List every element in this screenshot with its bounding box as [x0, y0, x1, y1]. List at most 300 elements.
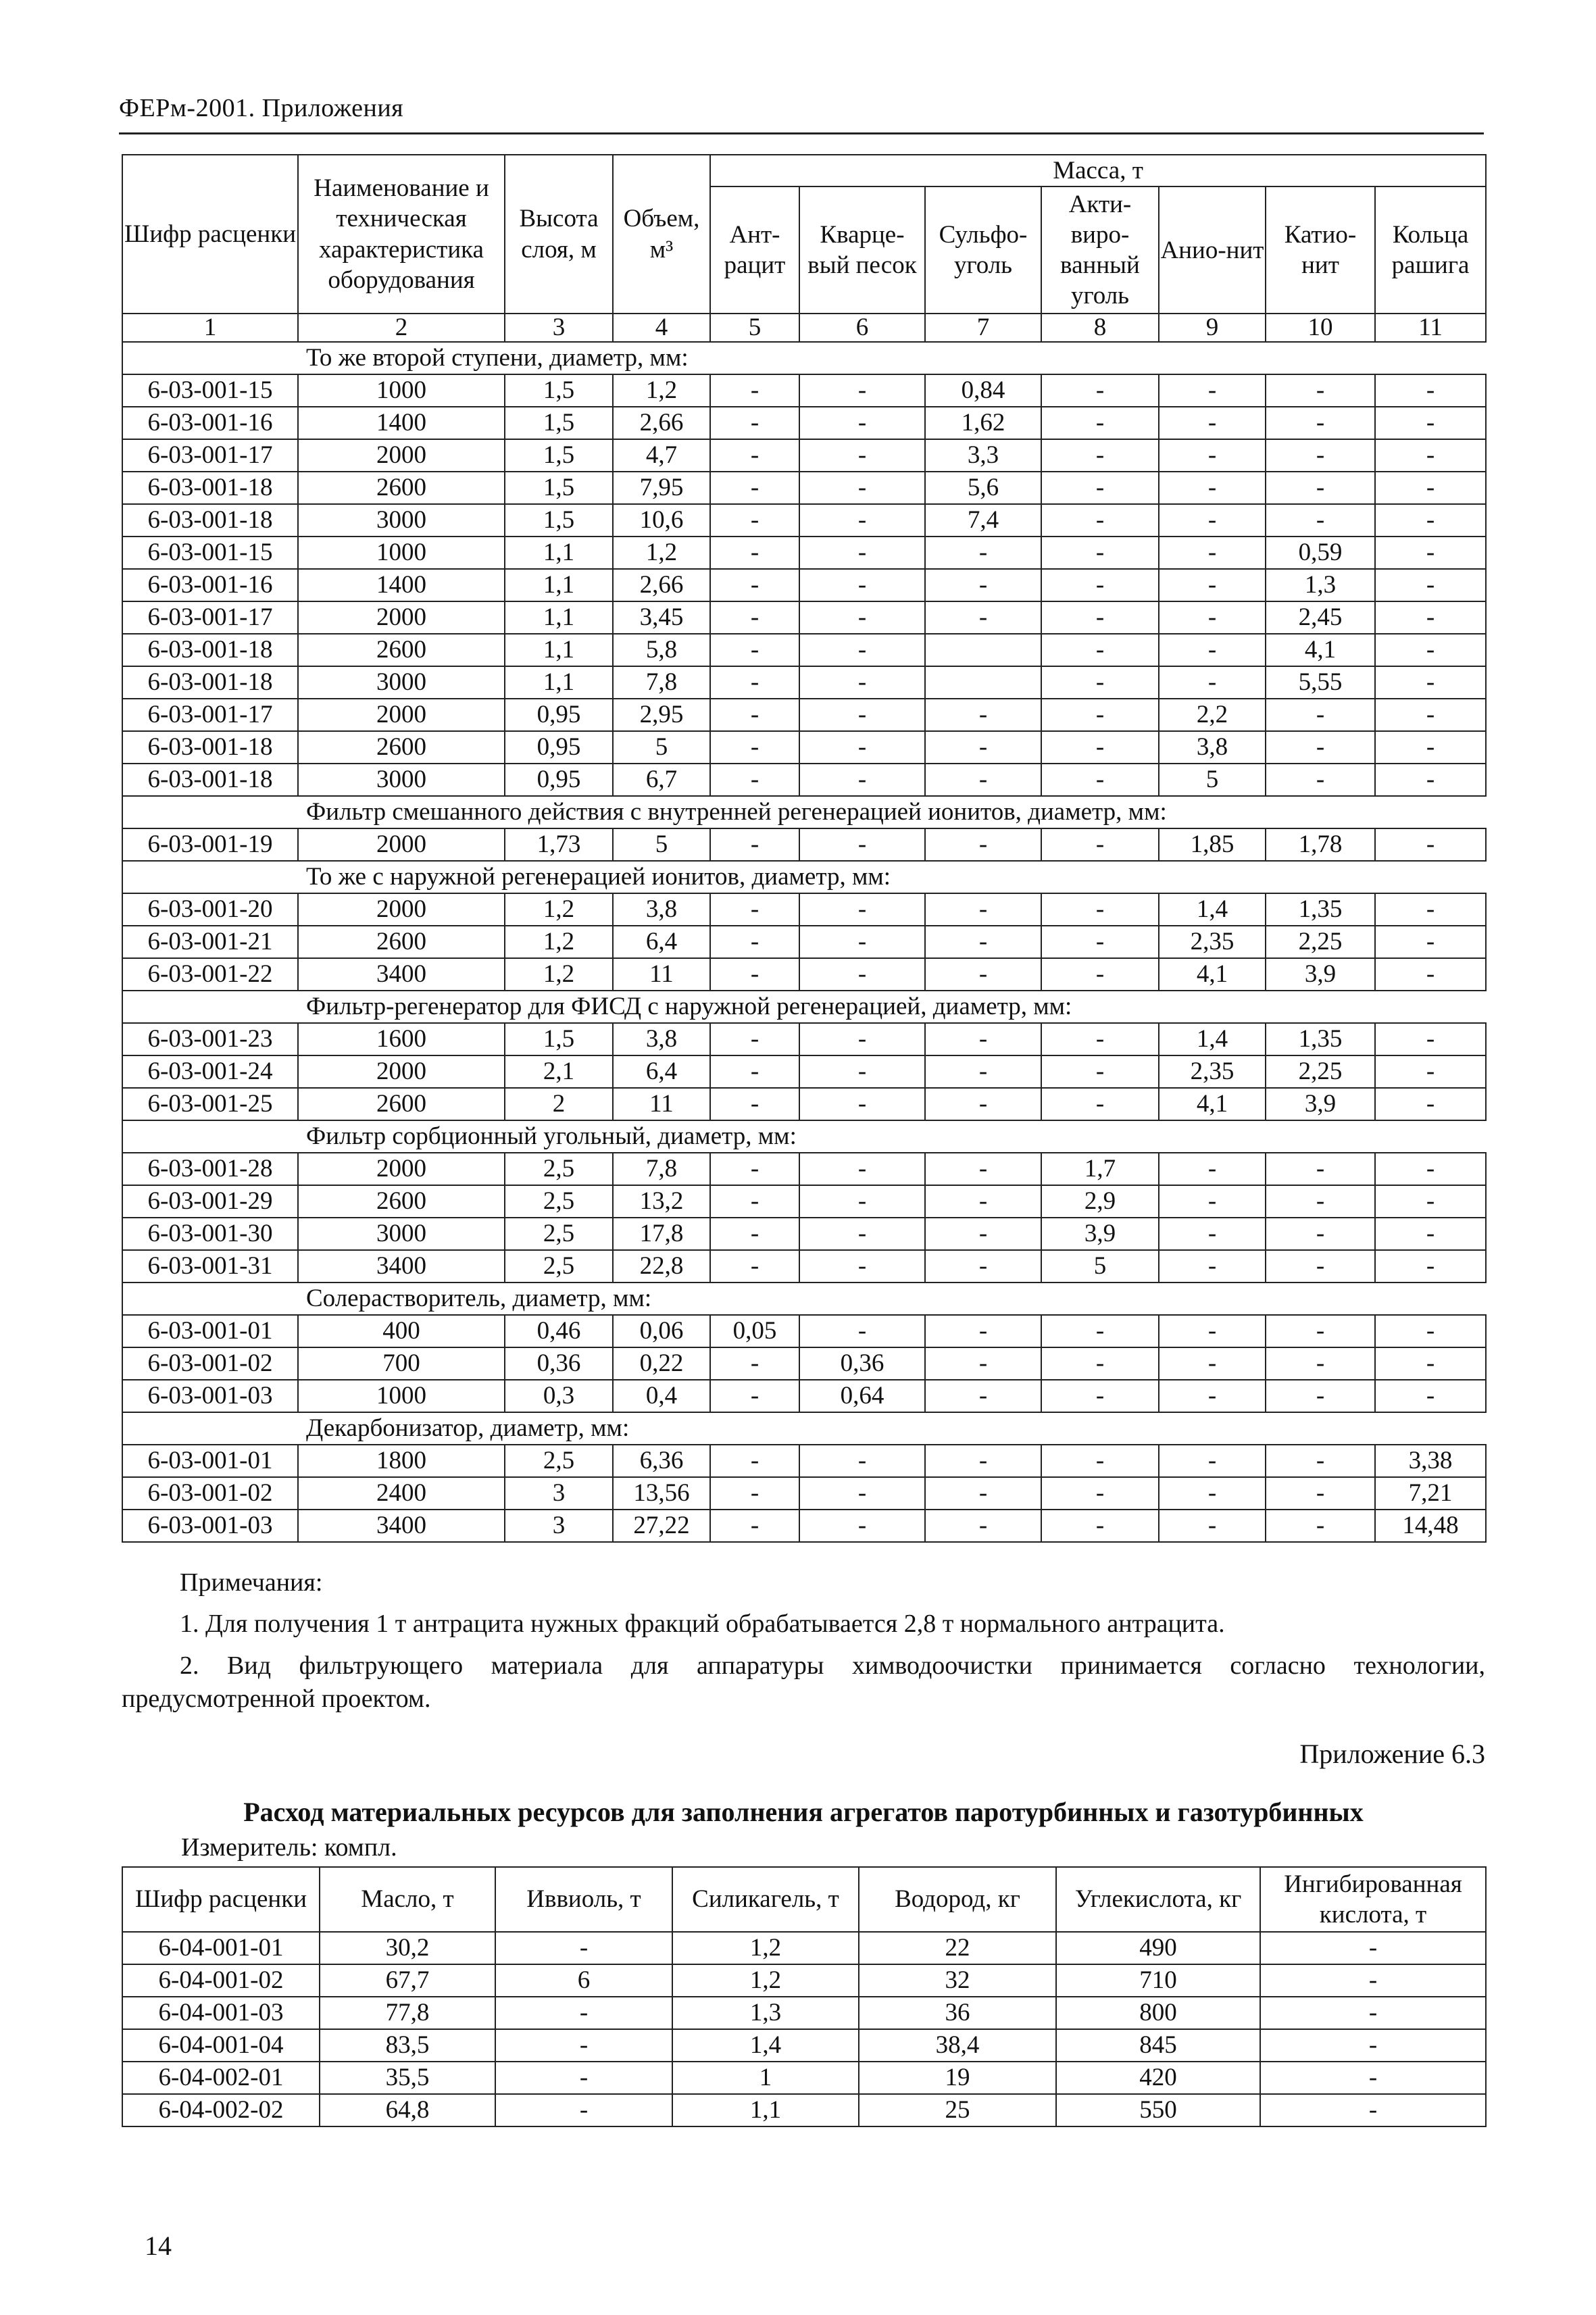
table-cell: - — [1159, 504, 1266, 537]
table-cell: 6,7 — [613, 764, 710, 796]
table-cell: - — [1266, 1347, 1375, 1380]
table-cell: 6-03-001-18 — [122, 504, 298, 537]
table-cell: 1000 — [298, 537, 505, 569]
table-cell: 1400 — [298, 569, 505, 601]
column-number: 3 — [505, 314, 613, 342]
table-cell: 4,7 — [613, 439, 710, 472]
table-cell: 2 — [505, 1088, 613, 1120]
table-cell: - — [1041, 537, 1159, 569]
table-cell: 2600 — [298, 1088, 505, 1120]
table-cell: 2,5 — [505, 1218, 613, 1250]
table-cell: - — [710, 828, 799, 861]
column-number: 5 — [710, 314, 799, 342]
table-cell: - — [495, 2094, 672, 2126]
table-cell: 6-03-001-20 — [122, 893, 298, 926]
table-cell: - — [1041, 1510, 1159, 1542]
table-row — [122, 1023, 1486, 1055]
table-cell: 3,3 — [925, 439, 1041, 472]
table-cell: - — [1375, 439, 1486, 472]
table-cell: - — [1266, 1477, 1375, 1510]
table-row — [122, 958, 1486, 991]
table-cell: 1,62 — [925, 407, 1041, 439]
table-cell: - — [1375, 374, 1486, 407]
table-cell: 1,4 — [672, 2029, 859, 2062]
section-spacer — [122, 796, 298, 828]
table-row — [122, 893, 1486, 926]
table-cell: - — [799, 1250, 925, 1283]
table-cell: - — [710, 1153, 799, 1185]
table-cell: - — [1375, 537, 1486, 569]
table-cell: - — [1375, 569, 1486, 601]
table-cell: 13,2 — [613, 1185, 710, 1218]
table-row — [122, 1477, 1486, 1510]
table-cell: 2,35 — [1159, 926, 1266, 958]
table-cell: - — [1266, 504, 1375, 537]
table-cell: - — [1266, 472, 1375, 504]
table-cell: 6-03-001-23 — [122, 1023, 298, 1055]
table-cell: - — [799, 537, 925, 569]
table-cell: 3,8 — [613, 893, 710, 926]
table-cell: - — [1159, 472, 1266, 504]
filter-materials-table — [122, 154, 1487, 1543]
table-cell: - — [1159, 374, 1266, 407]
table-cell: 2,25 — [1266, 926, 1375, 958]
table-cell: 845 — [1056, 2029, 1260, 2062]
resource-consumption-table — [122, 1866, 1487, 2127]
table-cell: - — [925, 1218, 1041, 1250]
table-row — [122, 1055, 1486, 1088]
table-cell: 3400 — [298, 1250, 505, 1283]
table-cell: 6-03-001-18 — [122, 634, 298, 666]
table-cell: 6-03-001-16 — [122, 407, 298, 439]
table-cell: 67,7 — [320, 1964, 495, 1997]
table-cell: - — [1041, 1380, 1159, 1412]
table-cell: 2000 — [298, 699, 505, 731]
section-spacer — [122, 1283, 298, 1315]
table-cell: - — [1375, 731, 1486, 764]
table-cell: 0,95 — [505, 699, 613, 731]
table-row — [122, 1964, 1486, 1997]
resource-col-header: Углекислота, кг — [1056, 1867, 1260, 1932]
table-cell: - — [1375, 1315, 1486, 1347]
table-cell: - — [1041, 601, 1159, 634]
table-cell: - — [1375, 926, 1486, 958]
table-cell: - — [1375, 1250, 1486, 1283]
table-cell: - — [925, 1510, 1041, 1542]
table-cell: 2,5 — [505, 1250, 613, 1283]
section-title: Декарбонизатор, диаметр, мм: — [298, 1412, 1486, 1445]
table-cell: 0,22 — [613, 1347, 710, 1380]
table-cell: - — [1266, 1510, 1375, 1542]
table-cell — [925, 634, 1041, 666]
table-cell: 1,2 — [672, 1932, 859, 1964]
table-cell: - — [925, 828, 1041, 861]
table-cell: - — [710, 472, 799, 504]
table-cell: - — [925, 1380, 1041, 1412]
table-cell: - — [799, 1218, 925, 1250]
table-cell: 6-03-001-02 — [122, 1477, 298, 1510]
column-number: 2 — [298, 314, 505, 342]
table-cell: - — [710, 1250, 799, 1283]
table-cell: 1000 — [298, 1380, 505, 1412]
table-cell: 1,2 — [672, 1964, 859, 1997]
table-cell: 2600 — [298, 1185, 505, 1218]
table-cell: 2,9 — [1041, 1185, 1159, 1218]
table-cell: - — [925, 926, 1041, 958]
table-cell: 5 — [1159, 764, 1266, 796]
table-cell: 5,6 — [925, 472, 1041, 504]
unit-of-measure: Измеритель: компл. — [181, 1833, 397, 1862]
table-cell: 0,4 — [613, 1380, 710, 1412]
table-cell: - — [1375, 699, 1486, 731]
table-cell: - — [710, 537, 799, 569]
section-spacer — [122, 1120, 298, 1153]
table-cell: 1,5 — [505, 504, 613, 537]
table-cell: 4,1 — [1159, 958, 1266, 991]
table-cell: 3000 — [298, 666, 505, 699]
col-header-name: Наименование и техническая характеристика оборудования — [298, 155, 505, 314]
table-cell: - — [799, 472, 925, 504]
table-cell: 6 — [495, 1964, 672, 1997]
table-cell: 2,1 — [505, 1055, 613, 1088]
table-cell: - — [799, 828, 925, 861]
table-cell: 2,2 — [1159, 699, 1266, 731]
table-cell: - — [1159, 1477, 1266, 1510]
table-cell: 13,56 — [613, 1477, 710, 1510]
table-cell: 3,9 — [1266, 958, 1375, 991]
table-cell: - — [710, 893, 799, 926]
table-cell: 3400 — [298, 958, 505, 991]
table-cell: - — [799, 634, 925, 666]
table-cell: - — [1159, 569, 1266, 601]
table-row — [122, 828, 1486, 861]
table-cell: 6-03-001-01 — [122, 1445, 298, 1477]
table-cell: - — [1375, 1185, 1486, 1218]
table-cell: 77,8 — [320, 1997, 495, 2029]
table-cell: 6-03-001-31 — [122, 1250, 298, 1283]
resource-col-header: Водород, кг — [859, 1867, 1056, 1932]
notes-title: Примечания: — [180, 1568, 323, 1597]
table-row — [122, 634, 1486, 666]
table-cell: 6-03-001-03 — [122, 1510, 298, 1542]
column-number: 11 — [1375, 314, 1486, 342]
table-cell: - — [799, 926, 925, 958]
table-cell: 2000 — [298, 1153, 505, 1185]
table-cell: - — [710, 926, 799, 958]
table-cell: - — [799, 601, 925, 634]
table-cell: 0,95 — [505, 764, 613, 796]
table-cell: 710 — [1056, 1964, 1260, 1997]
table-row — [122, 601, 1486, 634]
table-cell: - — [1266, 407, 1375, 439]
table-cell: 27,22 — [613, 1510, 710, 1542]
table-cell: - — [799, 699, 925, 731]
table-cell: - — [1260, 2029, 1486, 2062]
table-cell: 1800 — [298, 1445, 505, 1477]
table-cell: - — [799, 439, 925, 472]
table-cell: - — [1159, 1185, 1266, 1218]
column-number: 8 — [1041, 314, 1159, 342]
table-cell: 1,2 — [613, 374, 710, 407]
section-title: Фильтр сорбционный угольный, диаметр, мм: — [298, 1120, 1486, 1153]
table-cell: - — [799, 958, 925, 991]
table-cell: - — [1375, 1055, 1486, 1088]
table-cell: 2000 — [298, 1055, 505, 1088]
table-cell: - — [1041, 926, 1159, 958]
resource-col-header: Масло, т — [320, 1867, 495, 1932]
table-cell: - — [1041, 731, 1159, 764]
table-cell: 1,35 — [1266, 893, 1375, 926]
table-cell: - — [1266, 1445, 1375, 1477]
table-cell: 6-04-002-02 — [122, 2094, 320, 2126]
appendix-label: Приложение 6.3 — [1299, 1739, 1485, 1769]
table-row — [122, 537, 1486, 569]
table-cell: 2,95 — [613, 699, 710, 731]
table-cell: 1,1 — [672, 2094, 859, 2126]
col-header-quartz-sand: Кварце-вый песок — [799, 186, 925, 314]
section-title: Фильтр смешанного действия с внутренней регенерацией ионитов, диаметр, мм: — [298, 796, 1486, 828]
table-cell: 10,6 — [613, 504, 710, 537]
section-row — [122, 796, 1486, 828]
table-cell: - — [710, 1218, 799, 1250]
table-cell: - — [1266, 1153, 1375, 1185]
table-cell: 2,5 — [505, 1185, 613, 1218]
table-cell: 1400 — [298, 407, 505, 439]
column-number: 7 — [925, 314, 1041, 342]
table-cell: - — [1266, 699, 1375, 731]
table-row — [122, 764, 1486, 796]
table-cell: 800 — [1056, 1997, 1260, 2029]
table-cell: - — [1041, 1055, 1159, 1088]
col-header-activated-coal: Акти-виро-ванный уголь — [1041, 186, 1159, 314]
table-cell: - — [1041, 634, 1159, 666]
table-cell: 3000 — [298, 764, 505, 796]
section-row — [122, 1120, 1486, 1153]
table-row — [122, 2029, 1486, 2062]
table-cell: - — [1159, 439, 1266, 472]
table-cell: - — [1375, 893, 1486, 926]
table-cell: - — [1260, 1997, 1486, 2029]
table-row — [122, 1185, 1486, 1218]
table-cell: - — [1041, 828, 1159, 861]
table-cell: 1,1 — [505, 537, 613, 569]
column-number: 10 — [1266, 314, 1375, 342]
running-header: ФЕРм-2001. Приложения — [119, 94, 404, 122]
table-cell: - — [1266, 439, 1375, 472]
table-cell: 6-03-001-18 — [122, 472, 298, 504]
table-cell: 1,35 — [1266, 1023, 1375, 1055]
page-number: 14 — [145, 2231, 172, 2261]
table-cell: 22 — [859, 1932, 1056, 1964]
table-cell: - — [1041, 1023, 1159, 1055]
table-cell: - — [1375, 504, 1486, 537]
table-cell: - — [1260, 1932, 1486, 1964]
table-cell: 1,5 — [505, 439, 613, 472]
table-cell: 64,8 — [320, 2094, 495, 2126]
table-cell: 1,2 — [613, 537, 710, 569]
table-cell: - — [1266, 1315, 1375, 1347]
table-cell: - — [495, 2062, 672, 2094]
table-cell: - — [1159, 1250, 1266, 1283]
table-cell: - — [1041, 958, 1159, 991]
table-cell: 25 — [859, 2094, 1056, 2126]
table-cell: - — [925, 601, 1041, 634]
table-cell: - — [495, 2029, 672, 2062]
table-cell: 3,8 — [1159, 731, 1266, 764]
table-cell: 6-03-001-15 — [122, 537, 298, 569]
table-cell: - — [1041, 1477, 1159, 1510]
col-header-sulfocoal: Сульфо-уголь — [925, 186, 1041, 314]
section-title: То же с наружной регенерацией ионитов, диаметр, мм: — [298, 861, 1486, 893]
table-cell: 6-03-001-28 — [122, 1153, 298, 1185]
table-cell: 3,9 — [1041, 1218, 1159, 1250]
table-cell: 2,35 — [1159, 1055, 1266, 1088]
table-row — [122, 1153, 1486, 1185]
table-cell: - — [710, 504, 799, 537]
col-header-code: Шифр расценки — [122, 155, 298, 314]
table-cell: - — [1159, 1510, 1266, 1542]
resource-header-row — [122, 1867, 1486, 1932]
table-cell: 6-03-001-17 — [122, 439, 298, 472]
table-cell: - — [1041, 1347, 1159, 1380]
table-cell: 1,2 — [505, 893, 613, 926]
table-cell: - — [1375, 634, 1486, 666]
table-row — [122, 504, 1486, 537]
table-cell: 3,8 — [613, 1023, 710, 1055]
col-header-raschig-rings: Кольца рашига — [1375, 186, 1486, 314]
table-cell: 0,36 — [505, 1347, 613, 1380]
table-cell: 1,2 — [505, 958, 613, 991]
section-spacer — [122, 991, 298, 1023]
section-row — [122, 861, 1486, 893]
table-cell: 2000 — [298, 893, 505, 926]
table-cell: - — [495, 1997, 672, 2029]
table-row — [122, 699, 1486, 731]
col-header-mass: Масса, т — [710, 155, 1486, 186]
table-cell: - — [1041, 1088, 1159, 1120]
table-cell: - — [1375, 407, 1486, 439]
table-cell: 6-03-001-17 — [122, 699, 298, 731]
table-cell: - — [710, 1510, 799, 1542]
section-spacer — [122, 1412, 298, 1445]
table-row — [122, 439, 1486, 472]
table-cell: - — [1260, 1964, 1486, 1997]
table-cell: - — [799, 1477, 925, 1510]
table-cell: 30,2 — [320, 1932, 495, 1964]
table-cell: - — [799, 1185, 925, 1218]
table-cell: - — [710, 1445, 799, 1477]
table-cell: 7,8 — [613, 666, 710, 699]
table-cell: 2000 — [298, 439, 505, 472]
section-spacer — [122, 342, 298, 374]
table-cell: - — [1159, 666, 1266, 699]
table-cell: 2,5 — [505, 1445, 613, 1477]
section-row — [122, 1412, 1486, 1445]
notes — [122, 1566, 1485, 1724]
table-cell: - — [495, 1932, 672, 1964]
table-cell: - — [1375, 1023, 1486, 1055]
table-cell: 2600 — [298, 926, 505, 958]
table-cell: - — [1041, 407, 1159, 439]
table-cell: 5 — [613, 731, 710, 764]
table-cell: 19 — [859, 2062, 1056, 2094]
column-number: 4 — [613, 314, 710, 342]
table-cell: 0,46 — [505, 1315, 613, 1347]
table-cell: 5 — [1041, 1250, 1159, 1283]
table-cell: 1,5 — [505, 472, 613, 504]
table-cell: - — [710, 407, 799, 439]
table-cell: - — [710, 1088, 799, 1120]
table-cell: - — [1159, 1445, 1266, 1477]
table-cell: 1,2 — [505, 926, 613, 958]
table-cell: 1,78 — [1266, 828, 1375, 861]
table-cell: 1,5 — [505, 1023, 613, 1055]
table-cell: 2400 — [298, 1477, 505, 1510]
table-cell: 6-04-001-04 — [122, 2029, 320, 2062]
table-cell: 6,4 — [613, 926, 710, 958]
table-cell: - — [925, 1250, 1041, 1283]
table-cell: 420 — [1056, 2062, 1260, 2094]
table-cell: 6,36 — [613, 1445, 710, 1477]
table-row — [122, 2094, 1486, 2126]
table-cell: - — [710, 601, 799, 634]
table-cell: 1,7 — [1041, 1153, 1159, 1185]
table-cell: - — [799, 666, 925, 699]
table-cell: - — [925, 699, 1041, 731]
table-cell: 6-03-001-01 — [122, 1315, 298, 1347]
table-cell: 550 — [1056, 2094, 1260, 2126]
table-cell: - — [1041, 699, 1159, 731]
table-cell: - — [925, 1445, 1041, 1477]
table-row — [122, 1250, 1486, 1283]
table-row — [122, 926, 1486, 958]
table-cell: - — [710, 569, 799, 601]
table-cell: - — [1375, 958, 1486, 991]
table-cell: 5 — [613, 828, 710, 861]
table-cell: 4,1 — [1159, 1088, 1266, 1120]
section-row — [122, 342, 1486, 374]
table-cell: 1,1 — [505, 666, 613, 699]
table-cell: - — [1260, 2062, 1486, 2094]
table-cell: 3,9 — [1266, 1088, 1375, 1120]
table-cell: - — [925, 1477, 1041, 1510]
table-cell: - — [710, 1347, 799, 1380]
table-cell: 6-03-001-25 — [122, 1088, 298, 1120]
table-cell: - — [1266, 764, 1375, 796]
table-row — [122, 2062, 1486, 2094]
table-cell: 400 — [298, 1315, 505, 1347]
table-cell: - — [925, 1153, 1041, 1185]
table-cell: - — [1041, 472, 1159, 504]
resource-table-title: Расход материальных ресурсов для заполнения агрегатов паротурбинных и газотурбинных — [243, 1797, 1364, 1827]
table-cell: 11 — [613, 1088, 710, 1120]
table-cell: 83,5 — [320, 2029, 495, 2062]
table-cell: 6-03-001-29 — [122, 1185, 298, 1218]
table-cell: - — [1375, 764, 1486, 796]
table-cell: - — [710, 634, 799, 666]
table-row — [122, 374, 1486, 407]
table-cell: - — [1041, 504, 1159, 537]
table-cell: 0,64 — [799, 1380, 925, 1412]
table-cell: - — [925, 958, 1041, 991]
table-cell: 1,4 — [1159, 1023, 1266, 1055]
table-row — [122, 1315, 1486, 1347]
table-row — [122, 1380, 1486, 1412]
table-cell: 1,5 — [505, 374, 613, 407]
table-cell — [925, 666, 1041, 699]
table-cell: 6-03-001-30 — [122, 1218, 298, 1250]
table-cell: - — [710, 439, 799, 472]
